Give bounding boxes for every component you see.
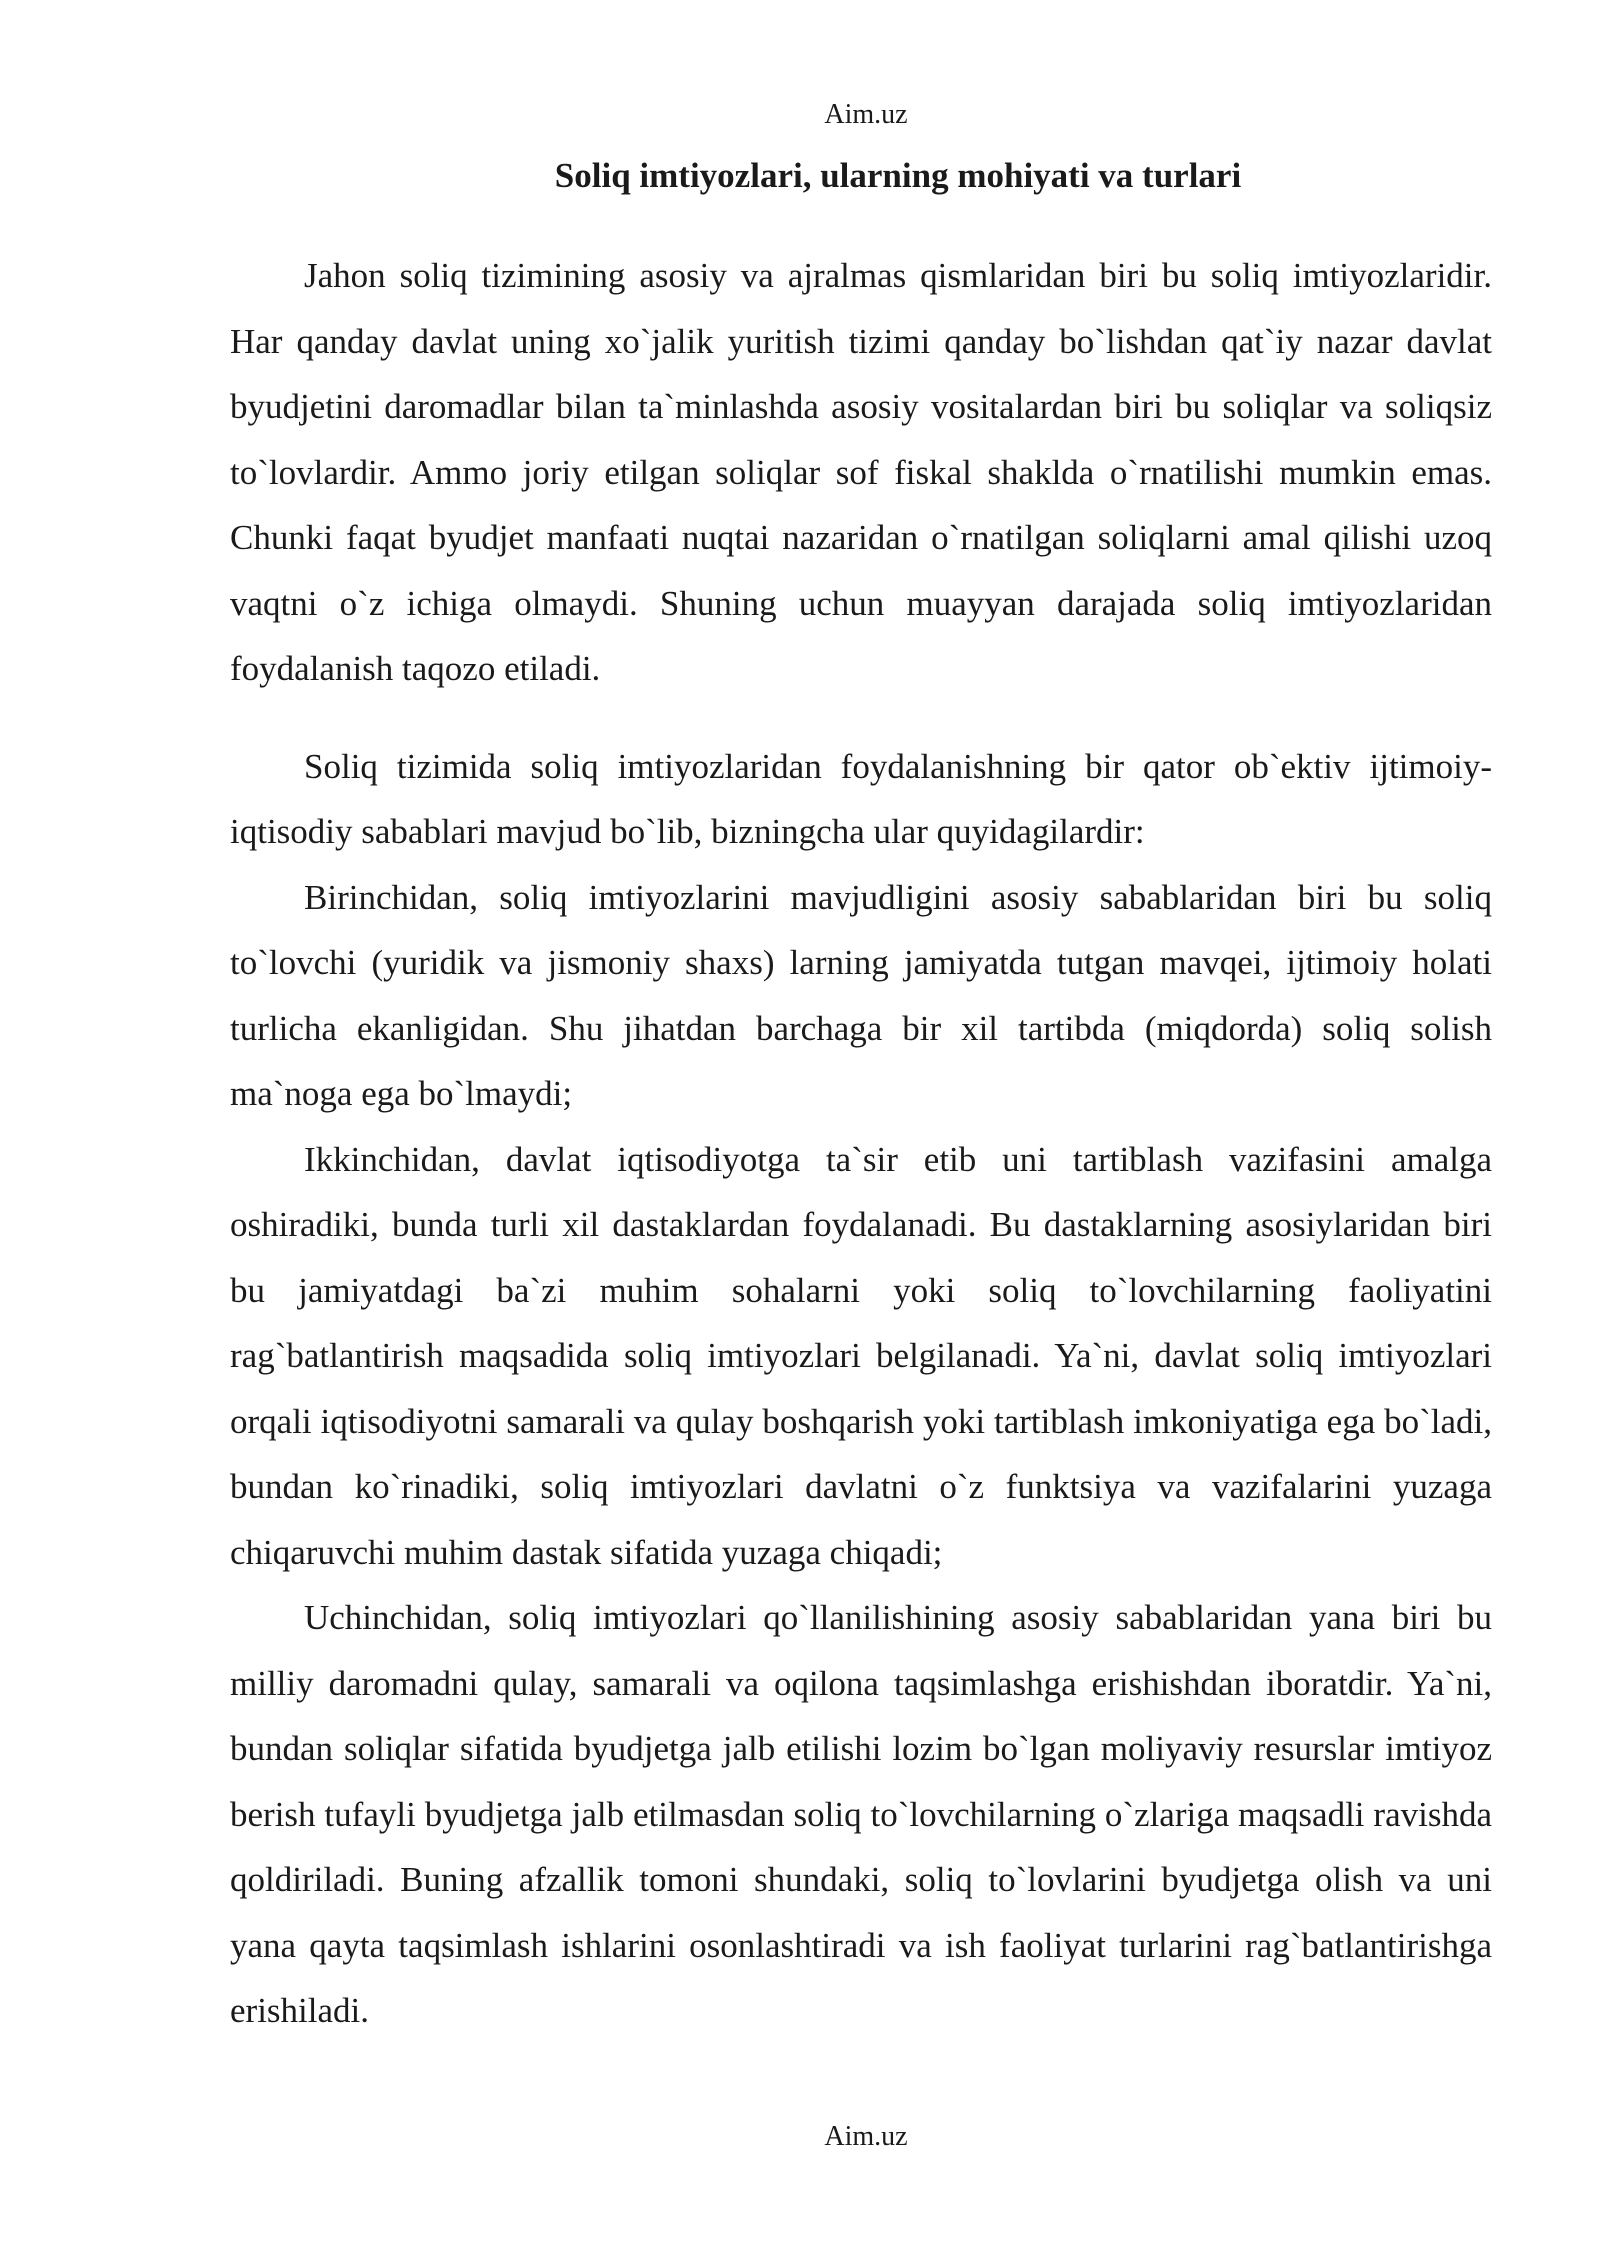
paragraph: Soliq tizimida soliq imtiyozlaridan foydalanishning bir qator ob`ektiv ijtimoiy-iqtisodiy sabablari mavjud bo`lib, bizningcha ular quyidagilardir:: [230, 746, 1492, 851]
paragraph: Uchinchidan, soliq imtiyozlari qo`llanilishining asosiy sabablaridan yana biri bu milliy daromadni qulay, samarali va oqilona taqsimlashga erishishdan iboratdir. Ya`ni, bundan soliqlar sifatida byudjetga jalb etilishi lozim bo`lgan moliyaviy resurslar imtiyoz berish tufayli byudjetga jalb etilmasdan soliq to`lovchilarning o`zlariga maqsadli ravishda qoldiriladi. Buning afzallik tomoni shundaki, soliq to`lovlarini byudjetga olish va uni yana qayta taqsimlash ishlarini osonlashtiradi va ish faoliyat turlarini rag`batlantirishga erishiladi.: [230, 1598, 1492, 2030]
paragraph: Jahon soliq tizimining asosiy va ajralmas qismlaridan biri bu soliq imtiyozlaridir. Har qanday davlat uning xo`jalik yuritish tizimi qanday bo`lishdan qat`iy nazar davlat byudjetini daromadlar bilan ta`minlashda asosiy vositalardan biri bu soliqlar va soliqsiz to`lovlardir. Ammo joriy etilgan soliqlar sof fiskal shaklda o`rnatilishi mumkin emas. Chunki faqat byudjet manfaati nuqtai nazaridan o`rnatilgan soliqlarni amal qilishi uzoq vaqtni o`z ichiga olmaydi. Shuning uchun muayyan darajada soliq imtiyozlaridan foydalanish taqozo etiladi.: [230, 256, 1492, 688]
page-footer: Aim.uz: [824, 2121, 908, 2152]
paragraph: Ikkinchidan, davlat iqtisodiyotga ta`sir etib uni tartiblash vazifasini amalga oshiradiki, bunda turli xil dastaklardan foydalanadi. Bu dastaklarning asosiylaridan biri bu jamiyatdagi ba`zi muhim sohalarni yoki soliq to`lovchilarning faoliyatini rag`batlantirish maqsadida soliq imtiyozlari belgilanadi. Ya`ni, davlat soliq imtiyozlari orqali iqtisodiyotni samarali va qulay boshqarish yoki tartiblash imkoniyatiga ega bo`ladi, bundan ko`rinadiki, soliq imtiyozlari davlatni o`z funktsiya va vazifalarini yuzaga chiqaruvchi muhim dastak sifatida yuzaga chiqadi;: [230, 1139, 1492, 1572]
page-header: Aim.uz: [824, 99, 908, 130]
paragraph: Birinchidan, soliq imtiyozlarini mavjudligini asosiy sabablaridan biri bu soliq to`lovchi (yuridik va jismoniy shaxs) larning jamiyatda tutgan mavqei, ijtimoiy holati turlicha ekanligidan. Shu jihatdan barchaga bir xil tartibda (miqdorda) soliq solish ma`noga ega bo`lmaydi;: [230, 877, 1492, 1113]
document-title: Soliq imtiyozlari, ularning mohiyati va turlari: [554, 156, 1242, 195]
document-body: [230, 243, 1492, 2044]
